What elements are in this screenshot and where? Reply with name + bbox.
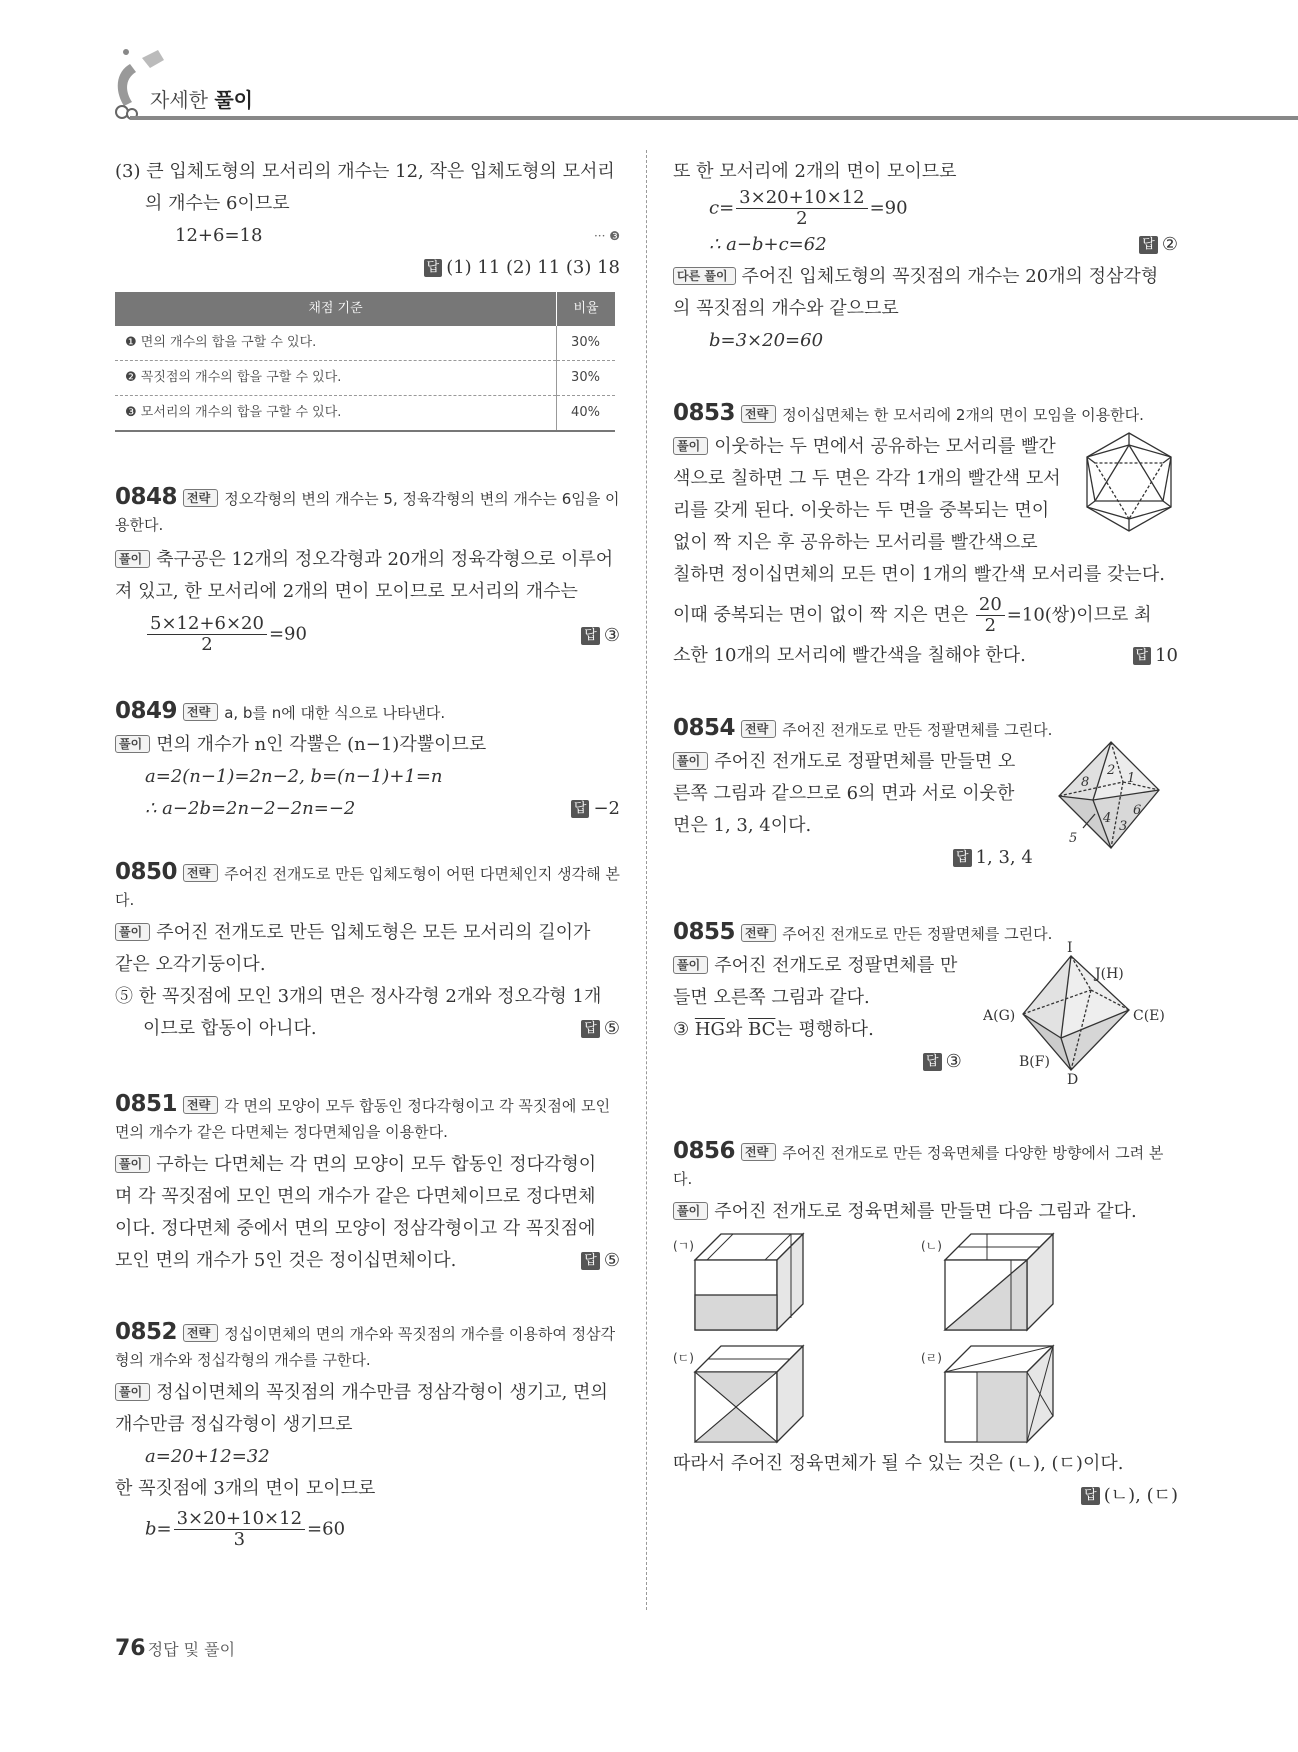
answer-icon: 답	[953, 849, 972, 867]
solution-line: 이다. 정다면체 중에서 면의 모양이 정삼각형이고 각 꼭짓점에	[115, 1218, 596, 1239]
alt-solution-tag: 다른 풀이	[673, 267, 736, 285]
cube-a-figure	[693, 1232, 805, 1332]
solution-line: 이때 중복되는 면이 없이 짝 지은 면은 $\frac{20}{2}$ =10(쌍)이므로 최	[673, 594, 1152, 636]
solution-line: 색으로 칠하면 그 두 면은 각각 1개의 빨간색 모서	[673, 468, 1061, 489]
strategy-tag: 전략	[183, 864, 218, 882]
cube-d-figure	[943, 1344, 1055, 1444]
solution-line: 리를 갖게 된다. 이웃하는 두 면을 중복되는 면이	[673, 500, 1050, 521]
figure-label: (ㄴ)	[921, 1239, 942, 1253]
problem-number: 0849	[115, 698, 178, 724]
icosahedron-figure	[1083, 431, 1175, 533]
solution-line: 없이 짝 지은 후 공유하는 모서리를 빨간색으로	[673, 532, 1038, 553]
equation: c= $\frac{3\times 20+10\times 12}{2}$ =90	[709, 187, 908, 229]
answer-line: 답 1, 3, 4	[673, 842, 1178, 874]
strategy-tag: 전략	[741, 924, 776, 942]
problem-0854: 0854 전략 주어진 전개도로 만든 정팔면체를 그린다. 풀이 주어진 전개도로 정팔면체를 만들면 오 른쪽 그림과 같으므로 6의 면과 서로 이웃한 면은 1, 3, 4이다. 답 1, 3, 4 2 8 1 4 6 3 5	[673, 712, 1178, 874]
left-column	[115, 156, 620, 1550]
table-row: ❷ 꼭짓점의 개수의 합을 구할 수 있다. 30%	[115, 361, 615, 396]
octahedron-figure	[1053, 738, 1177, 862]
solution-line: 한 꼭짓점에 3개의 면이 모이므로	[115, 1478, 376, 1499]
answer-icon: 답	[1081, 1487, 1100, 1505]
problem-number: 0854	[673, 715, 736, 741]
problem-0853: 0853 전략 정이십면체는 한 모서리에 2개의 면이 모임을 이용한다. 풀이 이웃하는 두 면에서 공유하는 모서리를 빨간 색으로 칠하면 그 두 면은 각각 1개의 빨간색 모서 리를 갖게 된다. 이웃하는 두 면을 중복되는 면이 없이 짝 지은 후 공유하는 모서리를 빨간색으로 칠하면 정이십면체의 모든 면이 1개의 빨간색 모서리를 갖는다. 이때 중복되는 면이 없이 짝 지은 면은 $\frac{20}{2}$ =10(쌍)이므로 최 소한 10개의 모서리에 빨간색을 칠해야 한다. 답 10	[673, 397, 1178, 672]
strategy-text: 정십이면체의 면의 개수와 꼭짓점의 개수를 이용하여 정삼각형의 개수와 정십각형의 개수를 구한다.	[115, 1325, 616, 1369]
face-label: 5	[1069, 831, 1078, 846]
face-label: 6	[1133, 803, 1142, 818]
strategy-tag: 전략	[741, 405, 776, 423]
problem-number: 0851	[115, 1091, 178, 1117]
solution-tag: 풀이	[673, 437, 708, 455]
face-label: 1	[1127, 771, 1136, 786]
solution-line: 또 한 모서리에 2개의 면이 모이므로	[673, 161, 957, 182]
solution-line: 른쪽 그림과 같으므로 6의 면과 서로 이웃한	[673, 783, 1015, 804]
strategy-text: 주어진 전개도로 만든 정육면체를 다양한 방향에서 그려 본다.	[673, 1144, 1164, 1188]
problem-0849: 0849 전략 a, b를 n에 대한 식으로 나타낸다. 풀이 면의 개수가 n인 각뿔은 (n−1)각뿔이므로 a=2(n−1)=2n−2, b=(n−1)+1=n ∴ a−2b=2n−2−2n=−2 답 −2	[115, 695, 620, 825]
header-title: 자세한 풀이	[150, 88, 253, 112]
octahedron-labeled-figure	[983, 940, 1179, 1084]
strategy-tag: 전략	[183, 1096, 218, 1114]
face-label: 8	[1081, 775, 1090, 790]
p3-eq: 12+6=18 ··· ❸	[115, 220, 620, 252]
equation: a=20+12=32	[145, 1446, 270, 1467]
answer-icon: 답	[581, 627, 600, 645]
figure-label: (ㄹ)	[921, 1351, 942, 1365]
strategy-text: 주어진 전개도로 만든 입체도형이 어떤 다면체인지 생각해 본다.	[115, 865, 620, 909]
problem-number: 0850	[115, 859, 178, 885]
step-marker: ··· ❸	[593, 229, 620, 243]
solution-line: 의 꼭짓점의 개수와 같으므로	[673, 298, 899, 319]
answer-icon: 답	[424, 259, 443, 277]
equation: $\frac{5\times 12+6\times 20}{2}$ =90 답 ③	[115, 614, 620, 655]
table-row: ❶ 면의 개수의 합을 구할 수 있다. 30%	[115, 326, 615, 361]
equation: b=3×20=60	[709, 330, 824, 351]
solution-line: 이므로 합동이 아니다. 답 ⑤	[143, 1018, 620, 1039]
figure-label: (ㄱ)	[673, 1239, 694, 1253]
solution-line: 칠하면 정이십면체의 모든 면이 1개의 빨간색 모서리를 갖는다.	[673, 564, 1165, 585]
equation: ∴ a−2b=2n−2−2n=−2 답 −2	[145, 798, 620, 819]
problem-0856: 0856 전략 주어진 전개도로 만든 정육면체를 다양한 방향에서 그려 본다. 풀이 주어진 전개도로 정육면체를 만들면 다음 그림과 같다. (ㄱ) (ㄴ) (ㄷ) (ㄹ) 따라서 주어진 정육면체가 될 수 있는 것은 (ㄴ), (ㄷ)이다. 답 (ㄴ), (ㄷ)	[673, 1138, 1178, 1512]
strategy-tag: 전략	[741, 720, 776, 738]
face-label: 3	[1119, 819, 1128, 834]
vertex-label: D	[1067, 1072, 1079, 1084]
face-label: 4	[1103, 811, 1112, 826]
equation: b= $\frac{3\times 20+10\times 12}{3}$ =60	[145, 1508, 346, 1550]
strategy-text: 각 면의 모양이 모두 합동인 정다각형이고 각 꼭짓점에 모인 면의 개수가 같은 다면체는 정다면체임을 이용한다.	[115, 1097, 611, 1141]
column-divider	[646, 150, 647, 1610]
problem-0850: 0850 전략 주어진 전개도로 만든 입체도형이 어떤 다면체인지 생각해 본다. 풀이 주어진 전개도로 만든 입체도형은 모든 모서리의 길이가 같은 오각기둥이다. ⑤ 한 꼭짓점에 모인 3개의 면은 정사각형 2개와 정오각형 1개 이므로 합동이 아니다. 답 ⑤	[115, 859, 620, 1045]
table-row: ❸ 모서리의 개수의 합을 구할 수 있다. 40%	[115, 396, 615, 432]
solution-tag: 풀이	[115, 1383, 150, 1401]
strategy-text: 주어진 전개도로 만든 정팔면체를 그린다.	[782, 721, 1053, 739]
vertex-label: J(H)	[1095, 966, 1124, 982]
problem-number: 0848	[115, 484, 178, 510]
figure-label: (ㄷ)	[673, 1351, 694, 1365]
solution-tag: 풀이	[115, 923, 150, 941]
grading-header: 채점 기준	[115, 292, 557, 326]
solution-tag: 풀이	[673, 752, 708, 770]
problem-0855: 0855 전략 주어진 전개도로 만든 정팔면체를 그린다. 풀이 주어진 전개도로 정팔면체를 만 들면 오른쪽 그림과 같다. ③ $\overline{HG}$와 $\overline{BC}$는 평행하다. 답 ③ I J(H) A(G) C(E) B(F) D	[673, 916, 1178, 1078]
face-label: 2	[1107, 763, 1116, 778]
solution-line: 들면 오른쪽 그림과 같다.	[673, 987, 870, 1008]
answer-line: 답 (ㄴ), (ㄷ)	[673, 1480, 1178, 1512]
solution-line: 며 각 꼭짓점에 모인 면의 개수가 같은 다면체이므로 정다면체	[115, 1186, 596, 1207]
answer-icon: 답	[923, 1053, 942, 1071]
vertex-label: C(E)	[1133, 1008, 1165, 1024]
solution-line: ⑤ 한 꼭짓점에 모인 3개의 면은 정사각형 2개와 정오각형 1개	[115, 986, 602, 1007]
strategy-tag: 전략	[741, 1143, 776, 1161]
equation: ∴ a−b+c=62 답 ②	[709, 234, 1178, 255]
solution-line: 소한 10개의 모서리에 빨간색을 칠해야 한다. 답 10	[673, 645, 1178, 666]
solution-line: 져 있고, 한 모서리에 2개의 면이 모이므로 모서리의 개수는	[115, 581, 578, 602]
solution-line: 같은 오각기둥이다.	[115, 954, 266, 975]
answer-icon: 답	[581, 1252, 600, 1270]
strategy-text: 정오각형의 변의 개수는 5, 정육각형의 변의 개수는 6임을 이용한다.	[115, 490, 620, 534]
answer-icon: 답	[581, 1020, 600, 1038]
vertex-label: B(F)	[1019, 1054, 1050, 1070]
solution-tag: 풀이	[673, 1202, 708, 1220]
solution-line: 모인 면의 개수가 5인 것은 정이십면체이다. 답 ⑤	[115, 1250, 620, 1271]
problem-number: 0856	[673, 1138, 736, 1164]
answer-line: 답 ③	[673, 1046, 1178, 1078]
strategy-text: 정이십면체는 한 모서리에 2개의 면이 모임을 이용한다.	[782, 406, 1144, 424]
solution-tag: 풀이	[115, 1155, 150, 1173]
solution-line: 따라서 주어진 정육면체가 될 수 있는 것은 (ㄴ), (ㄷ)이다.	[673, 1453, 1124, 1474]
strategy-tag: 전략	[183, 1324, 218, 1342]
page-number: 76	[115, 1636, 146, 1661]
problem-0851: 0851 전략 각 면의 모양이 모두 합동인 정다각형이고 각 꼭짓점에 모인 면의 개수가 같은 다면체는 정다면체임을 이용한다. 풀이 구하는 다면체는 각 면의 모양이 모두 합동인 정다각형이 며 각 꼭짓점에 모인 면의 개수가 같은 다면체이므로 정다면체 이다. 정다면체 중에서 면의 모양이 정삼각형이고 각 꼭짓점에 모인 면의 개수가 5인 것은 정이십면체이다. 답 ⑤	[115, 1091, 620, 1277]
cube-c-figure	[693, 1344, 805, 1444]
problem-0848: 0848 전략 정오각형의 변의 개수는 5, 정육각형의 변의 개수는 6임을 이용한다. 풀이 축구공은 12개의 정오각형과 20개의 정육각형으로 이루어 져 있고, 한 모서리에 2개의 면이 모이므로 모서리의 개수는 $\frac{5\times 12+6\times 20}{2}$ =90 답 ③	[115, 484, 620, 655]
problem-0852: 0852 전략 정십이면체의 면의 개수와 꼭짓점의 개수를 이용하여 정삼각형의 개수와 정십각형의 개수를 구한다. 풀이 정십이면체의 꼭짓점의 개수만큼 정삼각형이 생기고, 면의 개수만큼 정십각형이 생기므로 a=20+12=32 한 꼭짓점에 3개의 면이 모이므로 b= $\frac{3\times 20+10\times 12}{3}$ =60	[115, 1319, 620, 1550]
footer-label: 정답 및 풀이	[147, 1640, 236, 1659]
problem-number: 0853	[673, 400, 736, 426]
problem-number: 0855	[673, 919, 736, 945]
strategy-text: 주어진 전개도로 만든 정팔면체를 그린다.	[782, 925, 1053, 943]
cube-figures	[673, 1228, 1178, 1448]
solution-tag: 풀이	[115, 550, 150, 568]
solution-line: ③ $\overline{HG}$와 $\overline{BC}$는 평행하다.	[673, 1019, 874, 1040]
p3-answer: 답 (1) 11 (2) 11 (3) 18	[115, 252, 620, 284]
solution-line: 면은 1, 3, 4이다.	[673, 815, 812, 836]
solution-tag: 풀이	[115, 735, 150, 753]
page-footer	[115, 1636, 235, 1661]
answer-icon: 답	[1139, 236, 1158, 254]
header-rule	[130, 116, 1298, 120]
strategy-text: a, b를 n에 대한 식으로 나타낸다.	[224, 704, 446, 722]
solution-line: 개수만큼 정십각형이 생기므로	[115, 1414, 353, 1435]
vertex-label: A(G)	[983, 1008, 1016, 1024]
vertex-label: I	[1067, 940, 1073, 956]
strategy-tag: 전략	[183, 489, 218, 507]
answer-icon: 답	[571, 800, 590, 818]
grading-header: 비율	[557, 292, 616, 326]
grading-table	[115, 292, 615, 432]
solution-tag: 풀이	[673, 956, 708, 974]
strategy-tag: 전략	[183, 703, 218, 721]
p3-line: (3) 큰 입체도형의 모서리의 개수는 12, 작은 입체도형의 모서리	[115, 161, 615, 182]
p3-line: 의 개수는 6이므로	[145, 193, 290, 214]
answer-icon: 답	[1133, 647, 1152, 665]
equation: a=2(n−1)=2n−2, b=(n−1)+1=n	[145, 766, 443, 787]
right-column: 또 한 모서리에 2개의 면이 모이므로 c= $\frac{3\times 20+10\times 12}{2}$ =90 ∴ a−b+c=62 답 ② 다른 풀이 주어진 입체도형의 꼭짓점의 개수는 20개의 정삼각형 의 꼭짓점의 개수와 같으므로 b=3×20=60 0853 전략 정이십면체는 한 모서리에 2개의 면이 모임을 이용한다. 풀이 이웃하는 두 면에서 공유하는 모서리를 빨간 색으로 칠하면 그 두 면은 각각 1개의 빨간색 모서 리를 갖게 된다. 이웃하는 두 면을 중복되는 면이 없이 짝 지은 후 공유하는 모서리를 빨간색으로 칠하면 정이십면체의 모든 면이 1개의 빨간색 모서리를 갖는다. 이때 중복되는 면이 없이 짝 지은 면은 $\frac{20}{2}$ =10(쌍)이므로 최 소한 10개의 모서리에 빨간색을 칠해야 한다. 답 10 0854 전략 주어진 전개도로 만든 정팔면체를 그린다. 풀이 주어진 전개도로 정팔면체를 만들면 오 른쪽 그림과 같으므로 6의 면과 서로 이웃한 면은 1, 3, 4이다. 답 1, 3, 4 2 8 1 4 6 3 5 0855 전략 주어진 전개도로 만든 정팔면체를 그린다. 풀이 주어진 전개도로 정팔면체를 만 들면 오른쪽 그림과 같다. ③ $\overline{HG}$와 $\overline{BC}$는 평행하다. 답 ③ I J(H) A(G) C(E) B(F) D 0856 전략 주어진 전개도로 만든 정육면체를 다양한 방향에서 그려 본다. 풀이 주어진 전개도로 정육면체를 만들면 다음 그림과 같다. (ㄱ) (ㄴ) (ㄷ) (ㄹ) 따라서 주어진 정육면체가 될 수 있는 것은 (ㄴ), (ㄷ)이다. 답 (ㄴ), (ㄷ)	[673, 156, 1178, 1512]
problem-number: 0852	[115, 1319, 178, 1345]
cube-b-figure	[943, 1232, 1055, 1332]
